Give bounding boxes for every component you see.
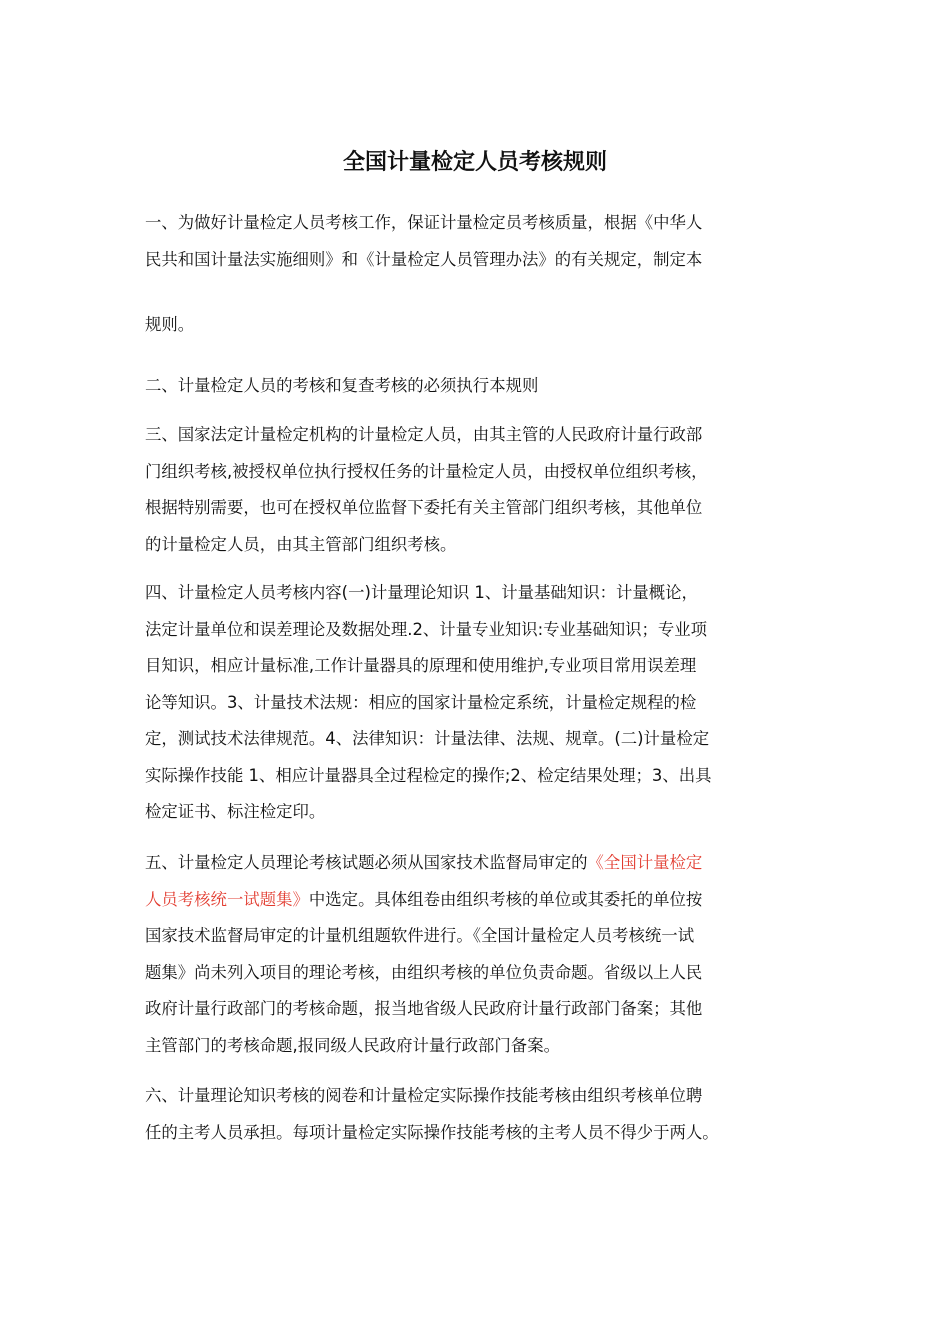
paragraph-2-line-1: 二、计量检定人员的考核和复查考核的必须执行本规则 [145, 376, 539, 395]
paragraph-5-line-1 [145, 845, 807, 882]
paragraph-5-line-6: 主管部门的考核命题,报同级人民政府计量行政部门备案。 [145, 1035, 560, 1055]
paragraph-3 [145, 417, 807, 563]
paragraph-1-line-3: 规则。 [145, 315, 195, 334]
paragraph-5-line-1-text: 五、计量检定人员理论考核试题必须从国家技术监督局审定的 [145, 853, 588, 872]
paragraph-5-line-3: 国家技术监督局审定的计量机组题软件进行。《全国计量检定人员考核统一试 [145, 926, 695, 945]
paragraph-4-line-3: 目知识，相应计量标准,工作计量器具的原理和使用维护,专业项目常用误差理 [145, 656, 697, 675]
question-bank-link[interactable]: 《全国计量检定 [587, 853, 703, 872]
paragraph-6 [145, 1078, 807, 1151]
page-title: 全国计量检定人员考核规则 [342, 149, 607, 175]
paragraph-4-line-6: 实际操作技能 1、相应计量器具全过程检定的操作;2、检定结果处理；3、出具 [145, 765, 712, 785]
paragraph-3-line-3: 根据特别需要，也可在授权单位监督下委托有关主管部门组织考核，其他单位 [145, 498, 703, 517]
paragraph-1-line-2: 民共和国计量法实施细则》和《计量检定人员管理办法》的有关规定，制定本 [145, 249, 703, 269]
paragraph-5-line-2-text: 中选定。具体组卷由组织考核的单位或其委托的单位按 [308, 889, 703, 909]
paragraph-2 [145, 368, 807, 405]
paragraph-4-line-1: 四、计量检定人员考核内容(一)计量理论知识 1、计量基础知识：计量概论， [145, 583, 698, 602]
paragraph-4 [145, 575, 807, 831]
paragraph-1 [145, 205, 807, 278]
paragraph-4-line-4: 论等知识。3、计量技术法规：相应的国家计量检定系统，计量检定规程的检 [145, 692, 697, 712]
paragraph-6-line-2: 任的主考人员承担。每项计量检定实际操作技能考核的主考人员不得少于两人。 [145, 1122, 719, 1142]
paragraph-6-line-1: 六、计量理论知识考核的阅卷和计量检定实际操作技能考核由组织考核单位聘 [145, 1086, 703, 1105]
paragraph-4-line-2: 法定计量单位和误差理论及数据处理.2、计量专业知识:专业基础知识；专业项 [145, 619, 708, 639]
paragraph-3-line-4: 的计量检定人员，由其主管部门组织考核。 [145, 534, 457, 554]
paragraph-5 [145, 845, 807, 1064]
paragraph-5-line-2 [145, 882, 807, 919]
paragraph-3-line-1: 三、国家法定计量检定机构的计量检定人员，由其主管的人民政府计量行政部 [145, 425, 703, 444]
paragraph-1-tail [145, 307, 807, 344]
paragraph-4-line-7: 检定证书、标注检定印。 [145, 802, 326, 821]
paragraph-4-line-5: 定，测试技术法律规范。4、法律知识：计量法律、法规、规章。(二)计量检定 [145, 729, 710, 748]
paragraph-3-line-2: 门组织考核,被授权单位执行授权任务的计量检定人员，由授权单位组织考核， [145, 461, 708, 481]
paragraph-5-line-4: 题集》尚未列入项目的理论考核，由组织考核的单位负责命题。省级以上人民 [145, 962, 703, 982]
question-bank-link-continued[interactable]: 人员考核统一试题集》 [145, 889, 309, 909]
paragraph-5-line-5: 政府计量行政部门的考核命题，报当地省级人民政府计量行政部门备案；其他 [145, 999, 703, 1018]
paragraph-1-line-1: 一、为做好计量检定人员考核工作，保证计量检定员考核质量，根据《中华人 [145, 213, 703, 232]
